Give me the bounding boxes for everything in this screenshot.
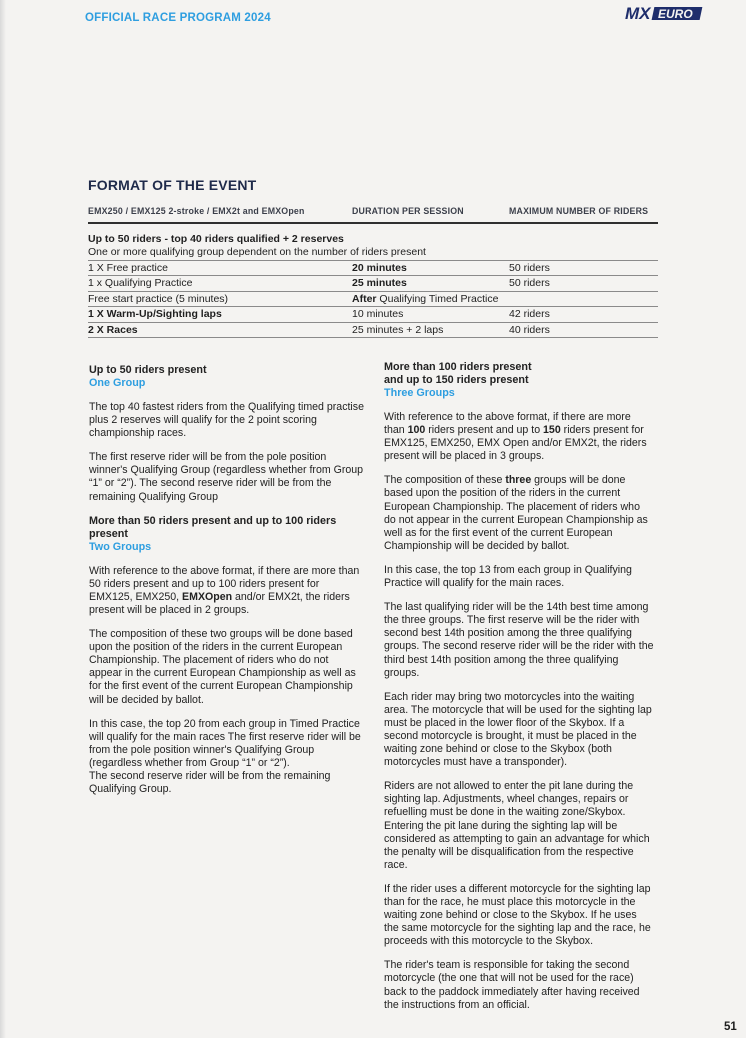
one-group-title: Up to 50 riders present [89, 364, 207, 376]
table-row [88, 307, 658, 323]
session-cell: 1 X Warm-Up/Sighting laps [88, 308, 222, 320]
paragraph: Each rider may bring two motorcycles into the waiting area. The motorcycle that will be used for the sighting lap must be placed in the lower floor of the Skybox. If a second motorcycle is brought, it must be placed in the waiting zone behind or close to the Skybox (both motorcycles must have a transponder). [384, 690, 652, 769]
table-heading: Up to 50 riders - top 40 riders qualified + 2 reserves [88, 233, 344, 245]
riders-cell: 42 riders [509, 308, 550, 320]
table-heading-row [88, 232, 658, 245]
duration-rest: Qualifying Timed Practice [376, 292, 499, 305]
duration-cell [352, 292, 498, 306]
riders-cell: 40 riders [509, 323, 550, 336]
svg-text:MX: MX [625, 4, 651, 22]
column-header-classes: EMX250 / EMX125 2-stroke / EMX2t and EMXOpen [88, 206, 305, 216]
text-run: groups will be done based upon the position of the riders in the current European Championship. The placement of riders who do not appear in the current European Championship as well as for the first event of the current European Championship will be decided by ballot. [384, 474, 648, 552]
paragraph [384, 474, 654, 553]
paragraph: The first reserve rider will be from the pole position winner's Qualifying Group (regardless whether from Group “1” or “2”). The second reserve rider will be from the remaining Qualifying Group [89, 451, 364, 503]
paragraph: In this case, the top 13 from each group in Qualifying Practice will qualify for the main races. [384, 563, 632, 590]
duration-cell: 20 minutes [352, 261, 407, 274]
right-column [384, 361, 654, 1023]
format-table [88, 232, 658, 338]
column-header-duration: DURATION PER SESSION [352, 206, 464, 216]
riders-cell: 50 riders [509, 261, 550, 274]
paragraph: The second reserve rider will be from the remaining Qualifying Group. [89, 769, 331, 796]
text-run-bold: three [505, 474, 532, 487]
table-note-row [88, 245, 658, 261]
paragraph [89, 565, 364, 617]
table-row [88, 292, 658, 308]
paragraph: The last qualifying rider will be the 14th best time among the three groups. The first reserve will be the rider with second best 14th position among the three qualifying groups. The second reserve rider will be the rider with the third best 14th position among the three qualifying groups. [384, 601, 654, 679]
three-groups-subtitle: Three Groups [384, 387, 455, 399]
table-note: One or more qualifying group dependent on the number of riders present [88, 246, 426, 258]
left-column [89, 364, 364, 807]
text-run-bold: EMXOpen [182, 590, 233, 603]
three-groups-title-2: and up to 150 riders present [384, 374, 529, 386]
table-row [88, 261, 658, 277]
duration-cell: 25 minutes + 2 laps [352, 323, 444, 336]
text-run: With reference to the above format, if there are more than [384, 411, 631, 437]
paragraph [384, 411, 654, 463]
page-edge-shadow [0, 0, 6, 1038]
paragraph: In this case, the top 20 from each group in Timed Practice will qualify for the main races The first reserve rider will be from the pole position winner's Qualifying Group (regardless whether from Group “1” or “2”). [89, 717, 361, 769]
column-header-max-riders: MAXIMUM NUMBER OF RIDERS [509, 206, 649, 216]
paragraph: If the rider uses a different motorcycle for the sighting lap than for the race, he must place this motorcycle in the waiting zone behind or close to the Skybox. If he uses the same motorcycle for the sighting lap and the race, he proceeds with this motorcycle to the Skybox. [384, 882, 651, 948]
text-run: riders present for EMX125, EMX250, EMX Open and/or EMX2t, the riders present will be placed in 3 groups. [384, 424, 647, 463]
session-cell: Free start practice (5 minutes) [88, 292, 229, 305]
duration-cell: 10 minutes [352, 308, 404, 320]
duration-bold: After [352, 292, 377, 305]
two-groups-title: More than 50 riders present and up to 100 riders present [89, 514, 337, 540]
text-run: riders present and up to [425, 424, 544, 437]
svg-text:EURO: EURO [658, 7, 693, 21]
text-run: The composition of these [384, 474, 506, 487]
duration-cell: 25 minutes [352, 277, 407, 289]
session-cell: 2 X Races [88, 323, 138, 336]
mxeuro-logo [625, 4, 705, 22]
paragraph: The rider's team is responsible for taking the second motorcycle (the one that will not be used for the race) back to the paddock immediately after having received the instructions from an official. [384, 959, 640, 1011]
table-row [88, 276, 658, 292]
one-group-subtitle: One Group [89, 377, 146, 389]
program-title: OFFICIAL RACE PROGRAM 2024 [85, 12, 271, 24]
riders-cell: 50 riders [509, 277, 550, 289]
paragraph: The composition of these two groups will be done based upon the position of the riders in the current European Championship. The placement of riders who do not appear in the current European Championship as well as for the first event of the current European Championship will be decided by ballot. [89, 628, 356, 706]
three-groups-title-1: More than 100 riders present [384, 361, 532, 373]
section-title: FORMAT OF THE EVENT [88, 177, 257, 193]
session-cell: 1 x Qualifying Practice [88, 277, 193, 289]
page-number: 51 [724, 1021, 737, 1033]
header-rule [88, 222, 658, 224]
session-cell: 1 X Free practice [88, 261, 168, 274]
text-run-bold: 100 [407, 424, 426, 437]
table-row [88, 323, 658, 339]
two-groups-subtitle: Two Groups [89, 540, 152, 553]
paragraph: The top 40 fastest riders from the Qualifying timed practise plus 2 reserves will qualify for the 2 point scoring championship races. [89, 401, 364, 440]
text-run-bold: 150 [543, 424, 561, 437]
text-run: With reference to the above format, if there are more than 50 riders present and up to 100 riders present for EMX125, EMX250, [89, 564, 360, 603]
text-run: and/or EMX2t, the riders present will be placed in 2 groups. [89, 590, 350, 616]
paragraph: Riders are not allowed to enter the pit lane during the sighting lap. Adjustments, wheel changes, repairs or refuelling must be done in the waiting zone/Skybox. Entering the pit lane during the sighting lap will be considered as attempting to gain an advantage for which the penalty will be disqualification from the respective race. [384, 780, 650, 871]
